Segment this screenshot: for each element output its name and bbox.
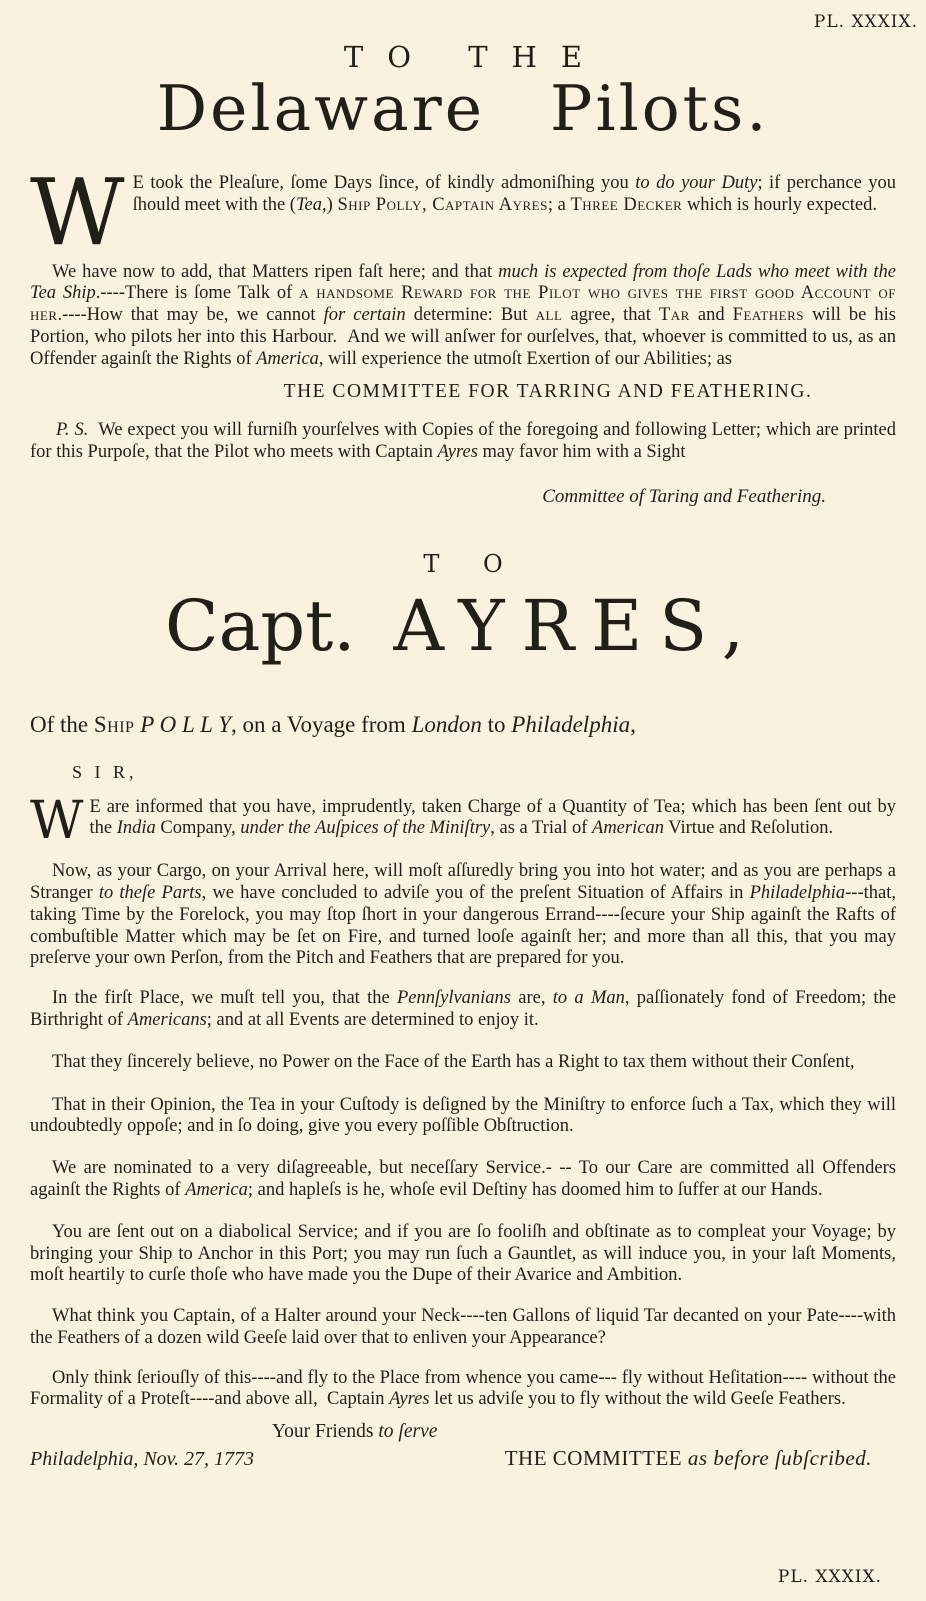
broadside1-body	[30, 159, 896, 507]
salutation-sir: S I R,	[72, 761, 138, 782]
drop-cap-w-1: W	[30, 159, 125, 267]
broadside-sheet	[30, 40, 896, 1471]
drop-cap-w-2: W	[30, 790, 84, 851]
closing-your-friends: Your Friends to ſerve	[272, 1421, 438, 1443]
signature-committee-taring: Committee of Taring and Feathering.	[542, 485, 826, 507]
title-capt-ayres	[30, 584, 896, 667]
paragraph-text: E are informed that you have, imprudently, taken Charge of a Quantity of Tea; which has been ſent out by the India Company, under the Auſpices of the Miniſtry, as a Trial of American Virtue and Reſolution.	[89, 796, 896, 839]
title-capt: Capt.	[165, 584, 356, 667]
paragraph-sincerely-believe: That they ſincerely believe, no Power on the Face of the Earth has a Right to tax them without their Conſent,	[52, 1051, 855, 1072]
dateline-philadelphia: Philadelphia, Nov. 27, 1773	[30, 1448, 255, 1471]
paragraph-we-took-pleasure	[30, 159, 896, 267]
kicker-to: T O	[423, 549, 521, 578]
subtitle-ship-polly: Of the Ship P O L L Y, on a Voyage from London to Philadelphia,	[30, 711, 636, 737]
paragraph-we-have-now: We have now to add, that Matters ripen faſt here; and that much is expected from thoſe Lads who meet with the Tea Ship.----There is ſome Talk of a handsome Reward for the Pilot who gives the first good Account of her.----How that may be, we cannot for certain determine: But all agree, that Tar and Feathers will be his Portion, who pilots her into this Harbour. And we will anſwer for ourſelves, that, whoever is committed to us, as an Offender againſt the Rights of America, will experience the utmoſt Exertion of our Abilities; as	[30, 261, 896, 369]
postscript-paragraph: P. S. We expect you will furniſh yourſelves with Copies of the foregoing and following Letter; which are printed for this Purpoſe, that the Pilot who meets with Captain Ayres may favor him with a Sight	[30, 420, 896, 463]
committee-as-before-subscribed: THE COMMITTEE as before ſubſcribed.	[504, 1446, 872, 1471]
paragraph-what-think-you: What think you Captain, of a Halter around your Neck----ten Gallons of liquid Tar decanted on your Pate----with the Feathers of a dozen wild Geeſe laid over that to enliven your Appearance?	[30, 1306, 896, 1348]
title-delaware-pilots: Delaware Pilots.	[156, 72, 770, 145]
paragraph-we-are-informed	[30, 790, 896, 851]
plate-label-bottom: PL. XXXIX.	[777, 1567, 882, 1587]
title-ayres: AYRES,	[393, 584, 761, 667]
plate-label-top: PL. XXXIX.	[813, 12, 918, 32]
kicker-to-the: TO THE	[343, 40, 607, 74]
broadside2-body	[30, 790, 896, 1412]
paragraph-we-are-nominated: We are nominated to a very diſagreeable, but neceſſary Service.- -- To our Care are committed all Offenders againſt the Rights of America; and hapleſs is he, whoſe evil Deſtiny has doomed him to ſuffer at our Hands.	[30, 1158, 896, 1200]
dateline-row	[30, 1446, 896, 1471]
paragraph-diabolical-service: You are ſent out on a diabolical Service; and if you are ſo fooliſh and obſtinate as to compleat your Voyage; by bringing your Ship to Anchor in this Port; you may run ſuch a Gauntlet, as will induce you, in your laſt Moments, moſt heartily to curſe thoſe who have made you the Dupe of their Avarice and Ambition.	[30, 1221, 896, 1286]
paragraph-text: E took the Pleaſure, ſome Days ſince, of kindly admoniſhing you to do your Duty; if perchance you ſhould meet with the (Tea,) Ship Polly, Captain Ayres; a Three Decker which is hourly expected.	[132, 173, 896, 216]
paragraph-only-think-seriously: Only think ſeriouſly of this----and fly to the Place from whence you came--- fly without Heſitation---- without the Formality of a Proteſt----and above all, Captain Ayres let us adviſe you to fly without the wild Geeſe Feathers.	[30, 1367, 896, 1410]
paragraph-in-first-place: In the firſt Place, we muſt tell you, that the Pennſylvanians are, to a Man, paſſionately fond of Freedom; the Birthright of Americans; and at all Events are determined to enjoy it.	[30, 988, 896, 1030]
committee-tarring-feathering-line: THE COMMITTEE FOR TARRING AND FEATHERING.	[283, 380, 813, 402]
paragraph-now-as-cargo: Now, as your Cargo, on your Arrival here, will moſt aſſuredly bring you into hot water; and as you are perhaps a Stranger to theſe Parts, we have concluded to adviſe you of the preſent Situation of Affairs in Philadelphia---that, taking Time by the Forelock, you may ſtop ſhort in your dangerous Errand----ſecure your Ship againſt the Rafts of combuſtible Matter which may be ſet on Fire, and turned looſe againſt her; and more than all this, that you may preſerve your own Perſon, from the Pitch and Feathers that are prepared for you.	[30, 861, 896, 969]
paragraph-in-their-opinion: That in their Opinion, the Tea in your Cuſtody is deſigned by the Miniſtry to enforce ſuch a Tax, which they will undoubtedly oppoſe; and in ſo doing, give you every poſſible Obſtruction.	[30, 1094, 896, 1137]
